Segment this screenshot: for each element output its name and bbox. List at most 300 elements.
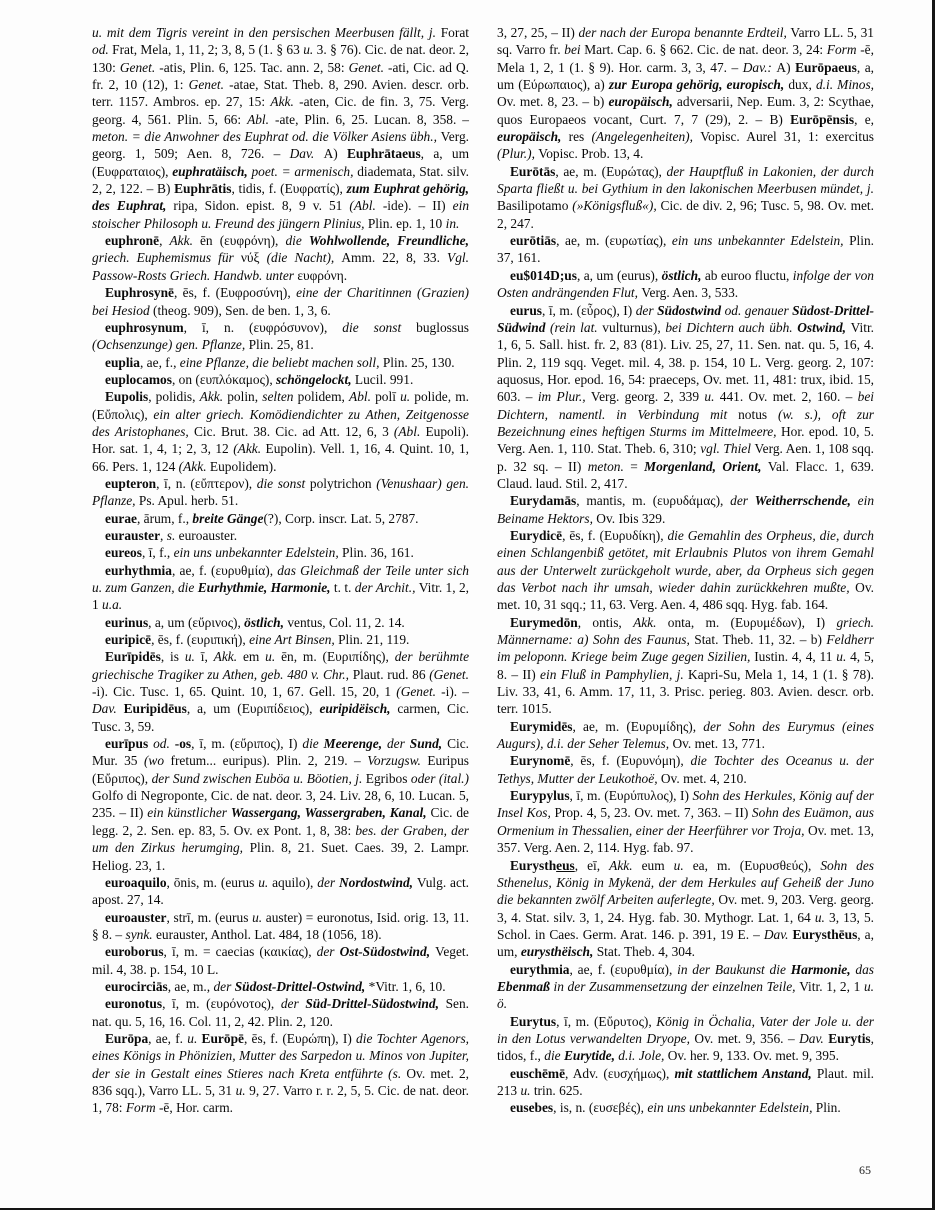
text-run: , ī, m. (εὖρος), I) [542,302,636,318]
text-run: eureos [105,545,142,561]
text-run: der [280,996,306,1012]
text-column-left [92,24,469,1164]
text-run: , ae, m. (Ευρυμίδης), [572,718,704,734]
text-run: (w. s.), oft zur Bezeichnung eines heftigen Sturms im Mittelmeere, [497,406,874,439]
text-run: die Tochter des Oceanus u. der Tethys, Mutter der Leukothoë, [497,753,874,786]
text-run: synk. [125,926,156,942]
text-run: Veget. mil. 4, 38. p. 154, 10 L. [92,944,469,977]
text-run: , [159,233,170,249]
text-run: u. [235,1082,250,1098]
text-run: Vulg. act. apost. 27, 14. [92,874,470,908]
text-run: (rein lat. [550,319,603,335]
text-run: eupteron [105,475,157,491]
text-run: (die Nacht), [266,250,342,266]
text-run: Vgl. Passow-Rosts Griech. Handwb. unter [92,250,469,283]
text-run: der [730,493,755,509]
text-run: Prop. 4, 5, 23. Ov. met. 7, 363. – II) [554,805,752,821]
text-run: eurīpus [105,736,149,752]
text-run: meton. = die Anwohner des Euphrat od. die Völker Asiens übh., [92,129,441,145]
text-run: -atae, Stat. Theb. 8, 290. Avien. descr. orb. terr. 1157. Ambros. ep. 27, 15: [92,77,469,110]
text-run: ein Beiname Hektors, [497,493,874,526]
text-run: , ī, n. (ευφρόσυνον), [183,319,343,335]
text-run: aquilo), [272,874,318,890]
text-run: der Sund zwischen Euböa u. Böotien, j. [151,770,366,786]
text-run: dux, [788,77,816,93]
text-run: der berühmte griechische Tragiker zu Athen, geb. 480 v. Chr., [92,649,470,682]
text-run: polī [375,389,401,405]
text-run: , ae, f., [139,354,180,370]
text-run: euschēmē [510,1065,566,1081]
text-run: Ov. met. 13, 357. Verg. Aen. 2, 114. Hyg. fab. 97. [497,822,874,856]
text-run: (Genet. [429,666,469,682]
text-run: 4, 5, 8. – II) [497,649,874,682]
text-run: Dav. [289,146,324,162]
entry-paragraph [92,371,469,388]
text-run: die [544,1048,564,1064]
text-run: Eurīpidēs [105,649,161,665]
text-run: (?), Corp. inscr. Lat. 5, 2787. [263,510,419,526]
text-run: das [855,961,874,977]
text-run: eine Art Binsen, [249,632,339,648]
text-run: ein uns unbekannter Edelstein, [671,233,850,249]
text-run: Ebenmaß [497,978,554,994]
text-run: -atis, Plin. 6, 125. Tac. ann. 2, 58: [159,59,349,75]
text-run: , ī, m. (εὔριπος), I) [191,736,303,752]
text-run: , a, um (eurus), [576,267,662,283]
text-run: Abl. [349,389,376,405]
text-run: Verg. Aen. 3, 533. [641,285,739,301]
text-run: fretum... euripus). Plin. 2, 219. – [170,753,368,769]
text-run: Eurōpē [201,1030,244,1046]
text-run: Ov. met. 9, 356. – [694,1030,800,1046]
text-run: , ae, f. (ευρυθμία), [569,961,678,977]
text-run: Vorzugsw. [367,753,428,769]
text-run: , mantis, m. (ευρυδάμας), [576,493,731,509]
text-run: europäisch, [497,129,569,145]
text-run: in. [445,215,460,231]
entry-paragraph [497,24,874,163]
text-run: -aten, Cic. de fin. 3, 75. Verg. georg. 4, 561. Plin. 5, 66: [92,94,469,127]
text-run: der [316,944,340,960]
text-run: euplia [105,354,140,370]
text-run: östlich, [661,267,705,283]
text-run: u.a. [102,597,123,613]
text-run: d.i. Minos, [815,77,874,93]
text-run: , ī, m. (ευρόνοτος), [162,996,281,1012]
entry-paragraph [92,232,469,284]
text-run: d.i. Jole, [618,1048,668,1064]
text-run: Plaut. mil. 213 [497,1065,874,1098]
text-run: u. [252,909,266,925]
text-run: Ost-Südostwind, [339,944,436,960]
entry-paragraph [92,562,469,614]
text-run: Forat [440,25,469,40]
text-run: euronotus [105,996,163,1012]
text-run: , tidis, f. (Ευφρατίς), [231,181,347,197]
entry-paragraph [497,492,874,527]
entry-paragraph [92,943,469,978]
entry-paragraph [92,978,469,995]
text-run: , [160,527,167,543]
text-run: Stat. Theb. 4, 304. [596,944,696,960]
text-run: Ov. met. 8, 23. – b) [497,94,609,110]
text-run: Plin. 25, 130. [382,354,455,370]
text-run: (Akk. [178,458,210,474]
text-run: -os [174,736,192,752]
text-run: ein Fluß in Pamphylien, j. [540,666,689,682]
text-run: Akk. [609,857,642,873]
text-run: Eurytus [510,1013,557,1029]
text-run: A) [776,59,796,75]
text-run: Dav. [92,701,124,717]
text-run: Eurōpa [105,1030,149,1046]
text-run: Süd-Drittel-Südostwind, [305,996,446,1012]
text-run: Südost-Drittel-Südwind [497,302,874,335]
text-run: euroaquilo [105,874,167,890]
text-run: Vitr. 1, 2, 1 [799,978,864,994]
text-run: od. genauer [724,302,793,318]
text-run: Eurymidēs [510,718,573,734]
entry-paragraph [92,388,469,475]
text-run: Sohn des Herkules, König auf der Insel Kos, [497,788,874,821]
entry-paragraph [92,354,469,371]
text-run: die Tochter Agenors, eines Königs in Phönizien, Mutter des Sarpedon u. Minos von Jupiter, der sie in Gestalt eines Stieres nach Kreta entführte (s. [92,1030,470,1081]
text-run: Vitr. 1, 6, 5. Sall. hist. fr. 2, 83 (81). Liv. 25, 27, 11. Sen. nat. qu. 5, 16, 4. Plin. 2, 119 sqq. Veget. mil. 4, 38. p. 154, 10 L. Verg. georg. 2, 107: aquosus, Hor. epod. 16, 54: praeceps, Ov. met. 11, 481: trux, ibid. 15, 603. – [497,319,874,405]
text-run: breite Gänge [192,510,264,526]
text-run: carmen, Cic. Tusc. 3, 59. [92,701,469,734]
text-run: , a, um (Ευφραταιος), [92,146,470,179]
entry-paragraph [92,1030,469,1117]
text-run: eurysthëisch, [520,944,597,960]
text-run: (Akk. [233,441,266,457]
entry-paragraph [92,874,469,909]
text-run: Euphrosynē [105,285,174,301]
text-run: , ae, m. (Ευρώτας), [555,163,667,179]
text-run: , ēs, f. (Ευρυνόμη), [570,753,691,769]
text-run: , a, um, [497,926,874,960]
text-run: (theog. 909), Sen. de ben. 1, 3, 6. [153,302,331,318]
text-run: Akk. [633,614,668,630]
text-run: (Venushaar) gen. Pflanze, [92,475,470,509]
text-run: em [242,649,266,665]
text-run: Plin. [815,1100,841,1116]
entry-paragraph [92,909,469,944]
text-column-right [497,24,874,1164]
entry-paragraph [92,284,469,319]
text-run: Eurypylus [510,788,570,804]
text-run: Vopisc. Prob. 13, 4. [538,146,644,162]
text-run: eurhythmia [105,562,172,578]
text-run: Eupolidem). [209,458,277,474]
text-run: Eurōpaeus [795,59,857,75]
entry-paragraph [497,752,874,787]
text-run: in der Baukunst die [677,961,791,977]
text-run: Sohn des Euämon, aus Ormenium in Thessalien, einer der Heerführer vor Troja, [497,805,874,838]
text-run: (Ochsenzunge) gen. Pflanze, [92,337,249,353]
text-run: Golfo di Negroponte, Cic. de nat. deor. 3, 24. Liv. 28, 6, 10. Lucan. 5, 235. – II) [92,788,469,821]
text-run: Ov. met. 10, 31 sqq.; 11, 63. Verg. Aen. 4, 486 sqq. Hyg. fab. 164. [497,580,874,613]
text-run: Meerenge, [323,736,387,752]
text-run: Dav. [799,1030,829,1046]
entry-paragraph [497,614,874,718]
text-run: eurauster, Anthol. Lat. 484, 18 (1056, 18). [155,926,382,942]
text-run: Form [826,42,861,58]
text-run: ein künstlicher [147,805,231,821]
text-run: od. [148,736,175,752]
text-run: der Sohn des Eurymus (eines Augurs), d.i. der Seher Telemus, [497,718,874,752]
text-run: Cic. de legg. 2, 2. Sen. ep. 83, 5. Ov. ex Pont. 1, 8, 38: [92,805,469,838]
text-run: , ārum, f., [136,510,193,526]
text-run: Vitr. 1, 2, 1 [92,580,469,613]
text-run: ventus, Col. 11, 2. 14. [287,614,405,630]
text-run: Wassergang, Wassergraben, Kanal, [230,805,431,821]
text-run: Morgenland, Orient, [644,458,768,474]
text-run: , e, [854,111,874,127]
text-run: ēn, m. (Ευριπίδης), [281,649,395,665]
text-run: schöngelockt, [276,371,355,387]
text-run: euroauster. [178,527,238,543]
text-run: Eurysthēus [792,926,858,942]
text-run: Form [125,1100,159,1116]
text-run: Eupolis [105,389,149,405]
entry-paragraph [92,544,469,561]
entry-paragraph [497,787,874,856]
text-run: Cic. Mur. 35 [92,736,470,769]
text-columns [92,24,874,1164]
text-run: , is, n. (ευσεβές), [553,1100,648,1116]
text-run: Südost-Drittel-Ostwind, [234,978,369,994]
text-run: Eupolin). Vell. 1, 16, 4. Quint. 10, 1, 66. Pers. 1, 124 [92,441,469,474]
text-run: eurae [105,510,137,526]
text-run: mit stattlichem Anstand, [674,1065,817,1081]
text-run: euplocamos [105,371,172,387]
text-run: der nach der Europa benannte Erdteil, [578,25,791,40]
text-run: polide, m. (Εὔπολις), [92,389,470,422]
text-run: , ī, m. = caecias (καικίας), [163,944,317,960]
text-run: 9, 27. Varro r. r. 2, 5, 5. Cic. de nat. deor. 1, 78: [92,1082,469,1116]
text-run: Ov. met. 4, 210. [660,770,747,786]
text-run: Vopisc. Aurel 31, 1: exercitus [700,129,874,145]
text-run: (wo [143,753,171,769]
text-run: Eurymedōn [510,614,578,630]
text-run: -ide). – II) [382,198,453,214]
text-run: Ov. her. 9, 133. Ov. met. 9, 395. [667,1048,839,1064]
text-run: eus [556,857,575,873]
text-run: -ē, Hor. carm. [158,1100,233,1116]
text-run: Verg. georg. 1, 509; Aen. 8, 726. – [92,129,469,162]
text-run: eine der Charitinnen (Grazien) bei Hesiod [92,285,470,318]
text-run: vgl. Thiel [700,441,755,457]
entry-paragraph [92,475,469,510]
text-run: (Abl. [349,198,383,214]
text-run: , ī, m. (Εὔρυτος), [556,1013,657,1029]
text-run: A) [323,146,347,162]
text-run: euripidëisch, [319,701,398,717]
text-run: eurōtiās [510,233,557,249]
entry-paragraph [92,319,469,354]
text-run: ripa, Sidon. epist. 8, 9 v. 51 [173,198,350,214]
text-run: Eurydamās [510,493,577,509]
text-run: Iustin. 4, 4, 11 [754,649,837,665]
text-run: od. [92,42,113,58]
text-run: ein uns unbekannter Edelstein, [173,545,343,561]
text-run: u. [303,42,317,58]
text-run: eum [641,857,674,873]
text-run: , ī, f., [141,545,174,561]
text-run: onta, m. (Ευρυμέδων), I) [667,614,837,630]
text-run: Plin. 8, 21. Suet. Caes. 39, 2. Lampr. Heliog. 23, 1. [92,840,469,873]
text-run: euphrosynum [105,319,184,335]
text-run: Verg. Aen. 1, 108 sqq. p. 32 sq. – II) [497,441,874,474]
text-run: ein alter griech. Komödiendichter zu Athen, Zeitgenosse des Aristophanes, [92,406,469,439]
entry-paragraph [497,1065,874,1100]
text-run: , a, um (εὔρινος), [148,614,245,630]
text-run: Wohlwollende, Freundliche, [308,233,469,249]
text-run: t. t. [333,580,355,595]
page-number: 65 [859,1163,871,1177]
entry-paragraph [497,857,874,961]
text-run: ein uns unbekannter Edelstein, [647,1100,816,1116]
text-run: -ate, Plin. 6, 25. Lucan. 8, 358. – [275,111,469,127]
entry-paragraph [497,1099,874,1116]
text-run: Plaut. rud. 86 [352,666,430,682]
text-run: , ī, n. (εὔπτερον), [156,475,257,491]
text-run: zum Euphrat gehörig, des Euphrat, [92,181,469,214]
text-run: meton. [587,458,631,474]
text-run: -i). Cic. Tusc. 1, 65. Quint. 10, 1, 67. Gell. 15, 20, 1 [92,684,397,700]
text-run: Basilipotamo [497,198,573,214]
text-run: östlich, [244,614,288,630]
text-run: , Adv. (ευσχήμως), [565,1065,675,1081]
text-run: euroauster [105,909,167,925]
text-run: eurauster [105,527,161,543]
text-run: diademata, Stat. silv. 2, 2, 122. – B) [92,163,469,197]
text-run: Akk. [270,94,300,110]
text-run: trin. 625. [533,1082,583,1098]
text-run: Ov. met. 9, 203. Verg. georg. 3, 4. Stat. silv. 3, 1, 24. Hyg. fab. 30. Mythogr. Lat. 1, 64 [497,892,874,925]
text-run: Eurōtās [510,163,556,179]
text-run: -ē, Mela 1, 2, 1 (1. § 9). Hor. carm. 3, 3, 47. – [497,42,874,75]
entry-paragraph [92,24,469,232]
text-run: der [317,874,339,890]
entry-paragraph [497,232,874,267]
text-run: Cic. de div. 2, 96; Tusc. 5, 98. Ov. met. 2, 247. [497,198,874,231]
text-run: Nordostwind, [338,874,417,890]
text-run: 441. Ov. met. 2, 160. – [719,389,858,405]
text-run: u. [184,649,201,665]
text-run: (Genet. [396,684,442,700]
text-run: Eurynomē [510,753,571,769]
text-run: u. [187,1030,202,1046]
entry-paragraph [92,527,469,544]
text-run: -i). – [441,684,470,700]
text-run: , ēs, f. (Ευρυδίκη), [562,527,668,543]
text-run: u. [258,874,273,890]
text-run: νύξ [240,250,267,266]
entry-paragraph [92,614,469,631]
text-run: bei Dichtern, namentl. in Verbindung mit [497,389,874,422]
text-run: adversarii, Nep. Eum. 3, 2: Scythae, quos Europaeos vocant, Curt. 7, 7 (29), 2. – B) [497,94,874,127]
text-run: Eurōpēnsis [790,111,855,127]
entry-paragraph [497,1013,874,1065]
text-run: Mart. Cap. 6. § 662. Cic. de nat. deor. 3, 24: [584,42,827,58]
text-run: polin, [227,389,263,405]
text-run: Akk. [169,233,200,249]
text-run: 3, 13, 5. Schol. in Caes. Germ. Arat. 146. p. 391, 19 E. – [497,909,874,942]
text-run: (Angelegenheiten), [591,129,701,145]
text-run: Genet. [348,59,389,75]
text-run: Egribos [365,770,411,786]
text-run: Ov. Ibis 329. [596,510,666,526]
text-run: -ati, Cic. ad Q. fr. 2, 10 (12), 1: [92,59,470,93]
text-run: Val. Flacc. 1, 639. Claud. laud. Stil. 2, 417. [497,458,874,491]
text-run: die sonst [256,475,310,491]
entry-paragraph [497,302,874,493]
text-run: eusebes [510,1100,554,1116]
text-run: , ēs, f. (Ευφροσύνη), [173,285,297,301]
text-run: Plin. 36, 161. [342,545,414,561]
entry-paragraph [92,510,469,527]
text-run: , tidos, f., [497,1030,874,1064]
text-run: u. [814,909,829,925]
text-run: euphratäisch, [172,163,252,179]
text-run: u. [265,649,282,665]
text-run: Ov. met. 13, 771. [672,736,765,752]
text-run: , is [160,649,185,665]
text-run: Eupoli). Hor. sat. 1, 4, 1; 2, 3, 12 [92,423,469,457]
text-run: , ontis, [577,614,634,630]
text-run: europäisch, [608,94,677,110]
entry-paragraph [92,995,469,1030]
text-run: oder (ital.) [410,770,469,786]
text-run: Genet. [188,77,230,93]
text-run: Akk. [213,649,243,665]
text-run: griech. Euphemismus für [92,250,241,266]
text-run: , ae, f. (ευρυθμία), [171,562,278,578]
text-run: Sund, [409,736,448,752]
text-run: , ēs, f. (ευριπική), [151,632,250,648]
text-run: Harmonie, [790,961,856,977]
text-run: euphronē [105,233,160,249]
text-run: Weitherrschende, [754,493,858,509]
text-run: Dav. [763,926,793,942]
text-run: eurus [510,302,542,318]
text-run: Stat. Theb. 11, 32. – b) [694,632,827,648]
text-run: Plin. ep. 1, 10 [367,215,446,231]
text-run: Plin. 25, 81. [248,337,314,353]
text-run: Euripidēus [123,701,187,717]
text-run: , ae, m., [167,978,214,994]
text-run: polidem, [297,389,350,405]
text-run: der [213,978,235,994]
text-run: in der Zusammensetzung der einzelnen Teile, [553,978,800,994]
text-run: Südostwind [657,302,725,318]
text-run: der [386,736,410,752]
text-run: eu$014D;us [510,267,577,283]
text-run: euroborus [105,944,164,960]
text-run: eurocirciās [105,978,168,994]
text-run: u. mit dem Tigris vereint in den persischen Meerbusen fällt, j. [92,25,441,40]
text-run: u. [704,389,720,405]
text-run: Akk. [199,389,228,405]
text-run: Euphrātis [174,181,232,197]
text-run: Varro LL. 5, 31 sq. Varro fr. [497,25,874,58]
text-run: selten [262,389,298,405]
text-run: der Archit., [354,580,419,595]
text-run: Sen. nat. qu. 5, 16, 16. Col. 11, 2, 42. Plin. 2, 120. [92,996,469,1029]
text-run: buglossus [416,319,469,335]
text-run: der [635,302,658,318]
